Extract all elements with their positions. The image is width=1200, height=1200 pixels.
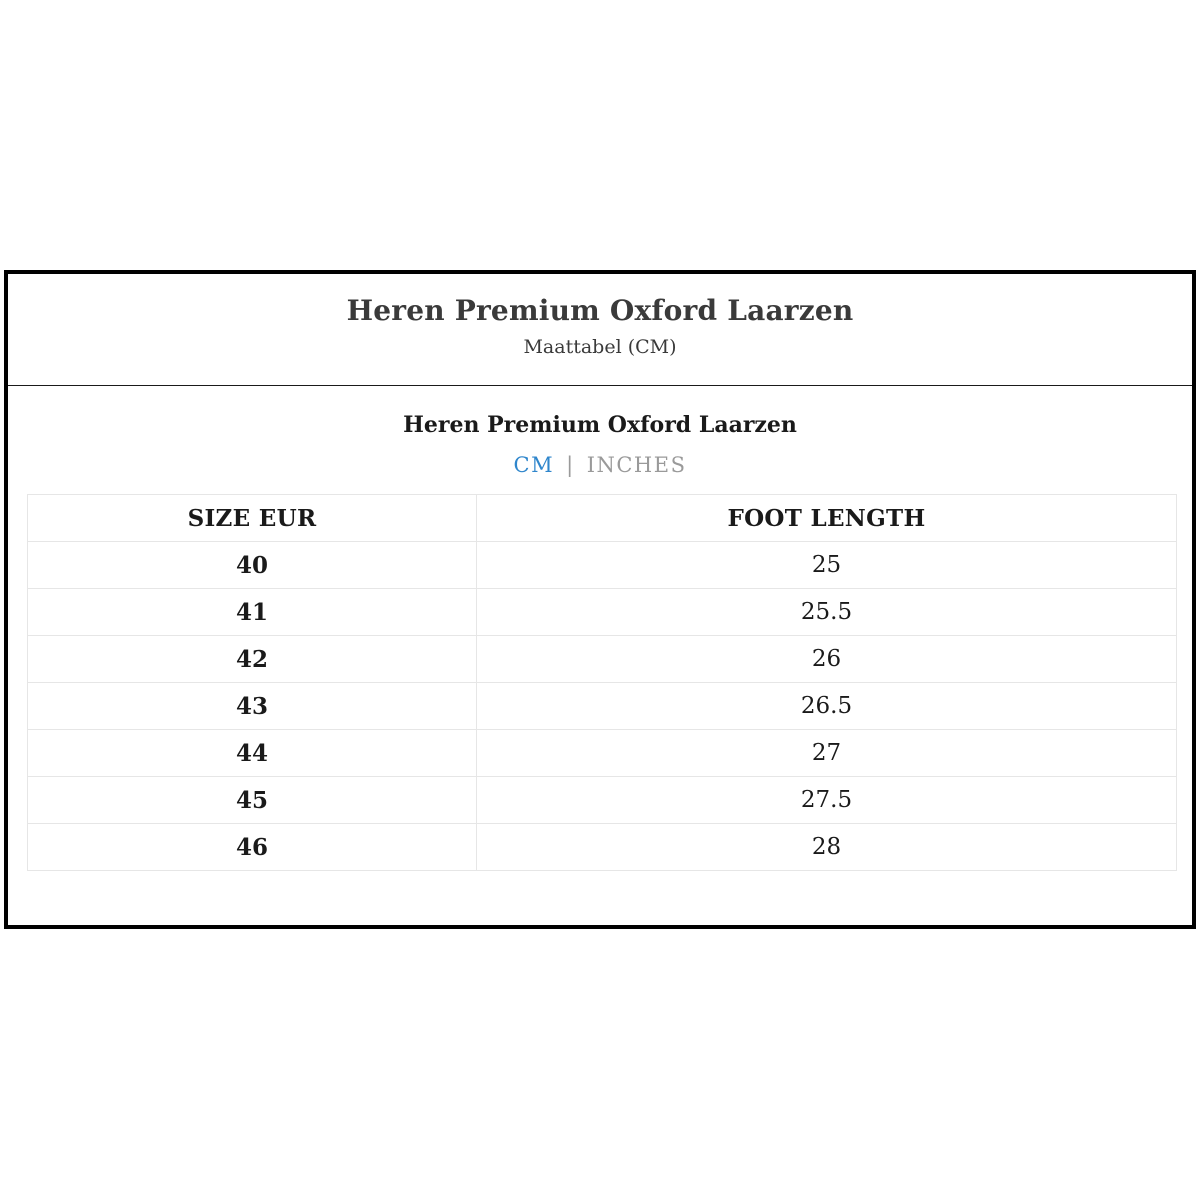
length-cell: 27.5	[477, 777, 1177, 824]
table-row	[28, 777, 1177, 824]
table-row	[28, 589, 1177, 636]
page-subtitle: Maattabel (CM)	[523, 336, 677, 358]
size-cell: 45	[28, 777, 477, 824]
table-row	[28, 683, 1177, 730]
size-cell: 40	[28, 542, 477, 589]
table-row	[28, 636, 1177, 683]
size-chart-frame	[4, 270, 1196, 929]
table-row	[28, 824, 1177, 871]
unit-cm-tab[interactable]: CM	[513, 453, 555, 477]
unit-separator: |	[566, 453, 575, 477]
unit-inches-tab[interactable]: INCHES	[586, 453, 687, 477]
length-cell: 25	[477, 542, 1177, 589]
section-title: Heren Premium Oxford Laarzen	[403, 412, 797, 438]
size-cell: 46	[28, 824, 477, 871]
size-cell: 41	[28, 589, 477, 636]
length-cell: 26.5	[477, 683, 1177, 730]
length-cell: 26	[477, 636, 1177, 683]
header-size-eur: SIZE EUR	[28, 495, 477, 542]
length-cell: 27	[477, 730, 1177, 777]
length-cell: 28	[477, 824, 1177, 871]
unit-toggle	[8, 453, 1192, 477]
header-foot-length: FOOT LENGTH	[477, 495, 1177, 542]
page-title: Heren Premium Oxford Laarzen	[346, 294, 854, 327]
size-cell: 42	[28, 636, 477, 683]
table-header-row	[28, 495, 1177, 542]
size-cell: 43	[28, 683, 477, 730]
table-row	[28, 730, 1177, 777]
size-cell: 44	[28, 730, 477, 777]
header	[8, 274, 1192, 386]
length-cell: 25.5	[477, 589, 1177, 636]
table-row	[28, 542, 1177, 589]
size-table	[27, 494, 1177, 871]
